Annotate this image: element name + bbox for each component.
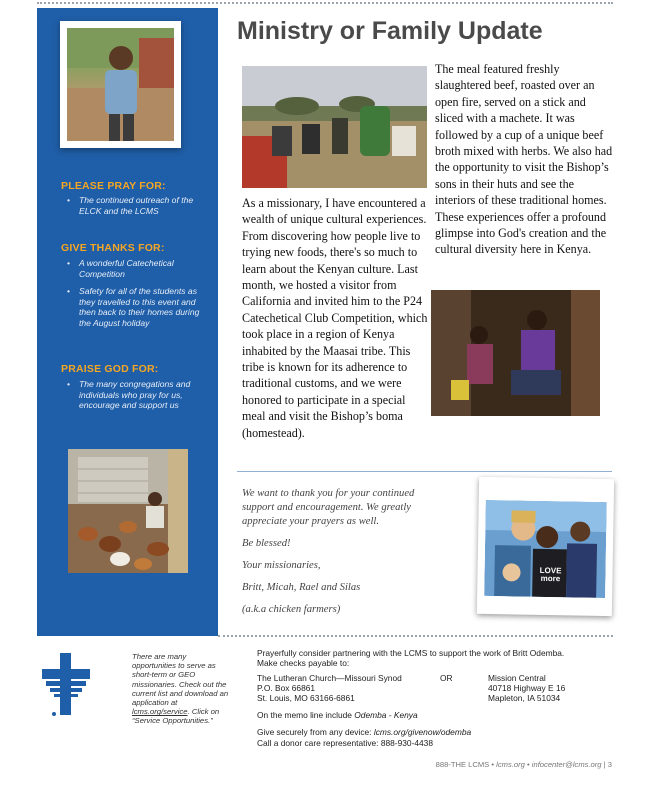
hut-interior-photo-art (431, 290, 600, 416)
hut-interior-photo (431, 290, 600, 416)
closing-names: Britt, Micah, Rael and Silas (242, 582, 361, 593)
memo-line (257, 710, 418, 720)
family-photo-frame (477, 477, 614, 616)
page-title: Ministry or Family Update (237, 17, 543, 45)
boy-photo-art (67, 28, 174, 141)
boy-photo-frame (60, 21, 181, 148)
alt-name: Mission Central (488, 673, 546, 683)
footer-site-link[interactable]: lcms.org (496, 760, 525, 769)
meal-photo (242, 66, 427, 188)
closing-message (242, 487, 442, 625)
footer-email-link[interactable]: infocenter@lcms.org (531, 760, 602, 769)
org-city: St. Louis, MO 63166-6861 (257, 693, 355, 703)
praise-item: • The many congregations and individuals who pray for us, encourage and support us (67, 379, 207, 411)
memo-prefix: On the memo line include (257, 710, 355, 720)
org-box: P.O. Box 66861 (257, 683, 316, 693)
article-column-2: The meal featured freshly slaughtered beef, roasted over an open fire, served on a stick and sliced with a machete. It was followed by a cup of a unique beef broth mixed with herbs. We also had the opportunity to visit the Bishop’s sons in their huts and see the interiors of these traditional homes. These experiences offer a profound glimpse into God's creation and the cultural diversity here in Kenya. (435, 62, 613, 257)
alt-street: 40718 Highway E 16 (488, 683, 566, 693)
lcms-logo (40, 651, 92, 719)
family-photo (484, 500, 607, 598)
meal-photo-art (242, 66, 427, 188)
chickens-photo (68, 449, 188, 573)
pray-item: • The continued outreach of the ELCK and the LCMS (67, 195, 207, 216)
org-name: The Lutheran Church—Missouri Synod (257, 673, 402, 683)
service-link[interactable]: lcms.org/service (132, 707, 188, 717)
footer-bar: | (603, 760, 606, 769)
top-dotted-rule (37, 2, 613, 4)
closing-aka: (a.k.a chicken farmers) (242, 604, 341, 615)
closing-thanks: We want to thank you for your continued support and encouragement. We greatly appreciate your prayers as well. (242, 488, 415, 527)
online-prefix: Give securely from any device: (257, 727, 374, 737)
page-footer (436, 760, 612, 769)
thanks-item: • Safety for all of the students as they travelled to this event and then back to their homes during the August holiday (67, 286, 207, 328)
article-column-1: As a missionary, I have encountered a wealth of unique cultural experiences. From discovering how people live to trying new foods, there's so much to learn about the Kenyan culture. Last month, we hosted a visitor from California and invited him to the P24 Catechetical Club Competition, which took place in a region of Kenya inhabited by the Maasai tribe. This tribe is known for its adherence to traditional customs, and we were honored to participate in a special meal and visit the Bishop’s boma (homestead). (242, 196, 428, 440)
sidebar (37, 8, 218, 636)
boy-photo (67, 28, 174, 141)
thanks-heading: GIVE THANKS FOR: (61, 242, 165, 254)
online-giving (257, 727, 471, 737)
checks-payable: Make checks payable to: (257, 658, 350, 668)
partner-intro: Prayerfully consider partnering with the LCMS to support the work of Britt Odemba. (257, 648, 565, 658)
thanks-list (67, 258, 207, 335)
memo-value: Odemba - Kenya (354, 710, 418, 720)
alt-city: Mapleton, IA 51034 (488, 693, 561, 703)
footer-sep: • (526, 760, 530, 769)
closing-blessed: Be blessed! (242, 538, 291, 549)
bottom-dotted-rule (218, 635, 613, 637)
service-text-after: . Click on “Service Opportunities.” (132, 707, 220, 726)
pray-list (67, 195, 207, 223)
shirt-text: LOVE more (539, 565, 562, 584)
donor-care-line: Call a donor care representative: 888-930-4438 (257, 738, 433, 748)
praise-list (67, 379, 207, 418)
closing-divider (237, 471, 612, 472)
page-number: 3 (607, 760, 612, 769)
online-link[interactable]: lcms.org/givenow/odemba (373, 727, 472, 737)
praise-heading: PRAISE GOD FOR: (61, 363, 159, 375)
service-text-before: There are many opportunities to serve as short-term or GEO missionaries. Check out the current list and download an application at (132, 652, 229, 708)
footer-phone: 888-THE LCMS (435, 760, 490, 769)
closing-signoff: Your missionaries, (242, 560, 321, 571)
pray-heading: PLEASE PRAY FOR: (61, 180, 166, 192)
footer-sep: • (491, 760, 495, 769)
thanks-item: • A wonderful Catechetical Competition (67, 258, 207, 279)
service-opportunities (132, 652, 232, 726)
lcms-cross-icon (40, 651, 92, 719)
chickens-photo-art (68, 449, 188, 573)
or-label: OR (440, 673, 453, 683)
family-photo-art (484, 500, 607, 598)
